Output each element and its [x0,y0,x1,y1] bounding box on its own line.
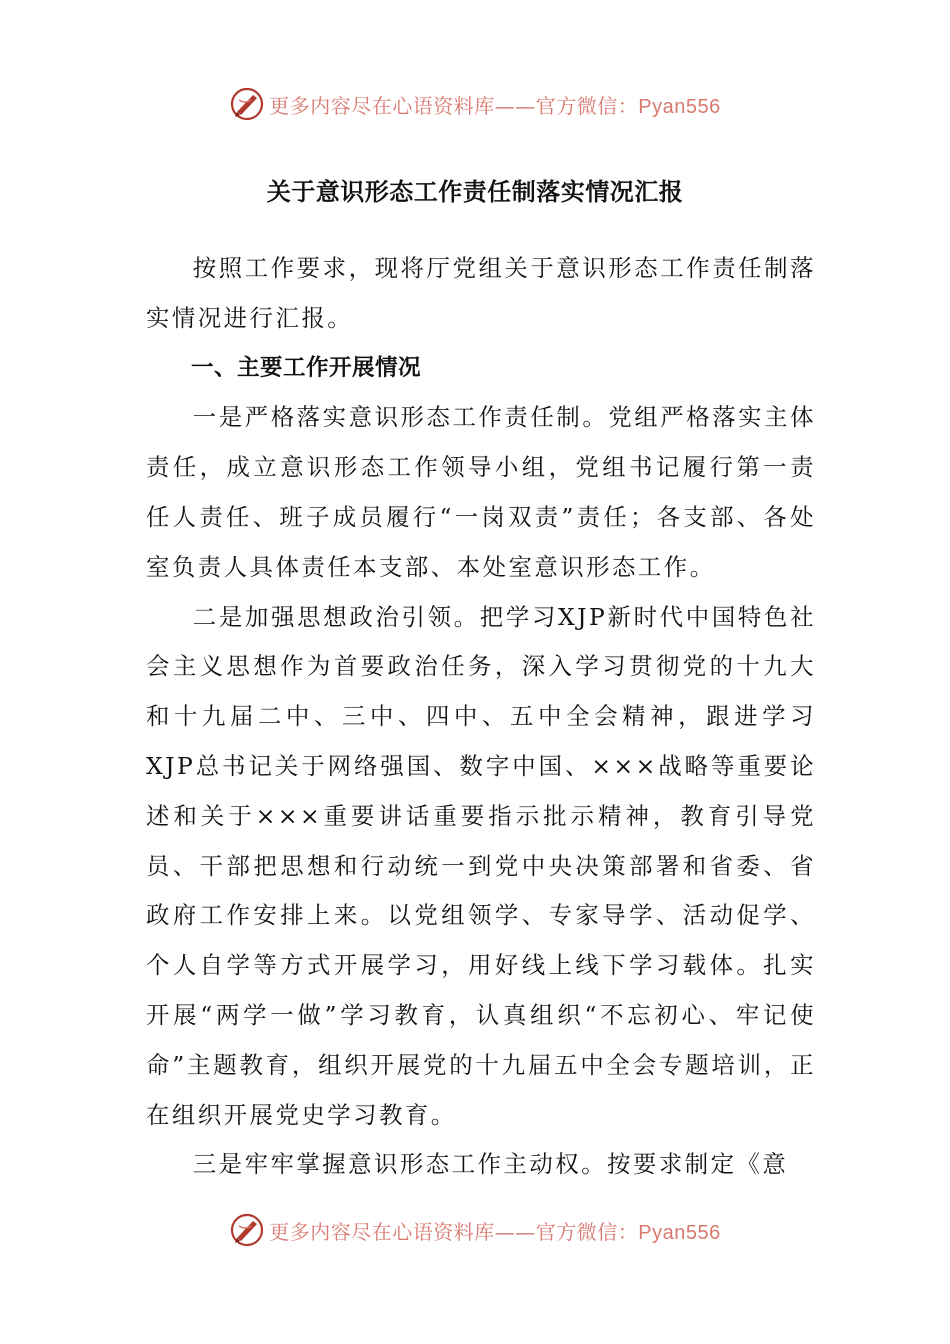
banner-dash: —— [494,1219,536,1244]
banner-site-name: 更多内容尽在心语资料库 [269,93,495,118]
paragraph-intro: 按照工作要求，现将厅党组关于意识形态工作责任制落实情况进行汇报。 [146,254,816,332]
banner-dash: —— [494,93,536,118]
pen-circle-logo-icon [229,86,265,122]
banner-wechat-label: 官方微信： [535,93,639,118]
banner-text [269,90,720,119]
paragraph-point-3: 三是牢牢掌握意识形态工作主动权。按要求制定《意 [192,1150,789,1179]
banner-wechat-id: Pyan556 [638,95,721,118]
banner-text [269,1216,720,1245]
pen-circle-logo-icon [229,1212,265,1248]
banner-wechat-label: 官方微信： [535,1219,639,1244]
paragraph-point-1: 一是严格落实意识形态工作责任制。党组严格落实主体责任，成立意识形态工作领导小组，党组书记履行第一责任人责任、班子成员履行“一岗双责”责任；各支部、各处室负责人具体责任本支部、本处室意识形态工作。 [146,403,816,581]
document-body [146,244,816,1190]
footer-banner [0,1208,950,1252]
header-banner [0,82,950,126]
banner-wechat-id: Pyan556 [638,1221,721,1244]
section-heading: 一、主要工作开展情况 [191,354,422,381]
paragraph-point-2: 二是加强思想政治引领。把学习XJP新时代中国特色社会主义思想作为首要政治任务，深入学习贯彻党的十九大和十九届二中、三中、四中、五中全会精神，跟进学习XJP总书记关于网络强国、数字中国、×××战略等重要论述和关于×××重要讲话重要指示批示精神，教育引导党员、干部把思想和行动统一到党中央决策部署和省委、省政府工作安排上来。以党组领学、专家导学、活动促学、个人自学等方式开展学习，用好线上线下学习载体。扎实开展“两学一做”学习教育，认真组织“不忘初心、牢记使命”主题教育，组织开展党的十九届五中全会专题培训，正在组织开展党史学习教育。 [146,602,816,1129]
banner-site-name: 更多内容尽在心语资料库 [269,1219,495,1244]
document-title: 关于意识形态工作责任制落实情况汇报 [266,178,684,206]
